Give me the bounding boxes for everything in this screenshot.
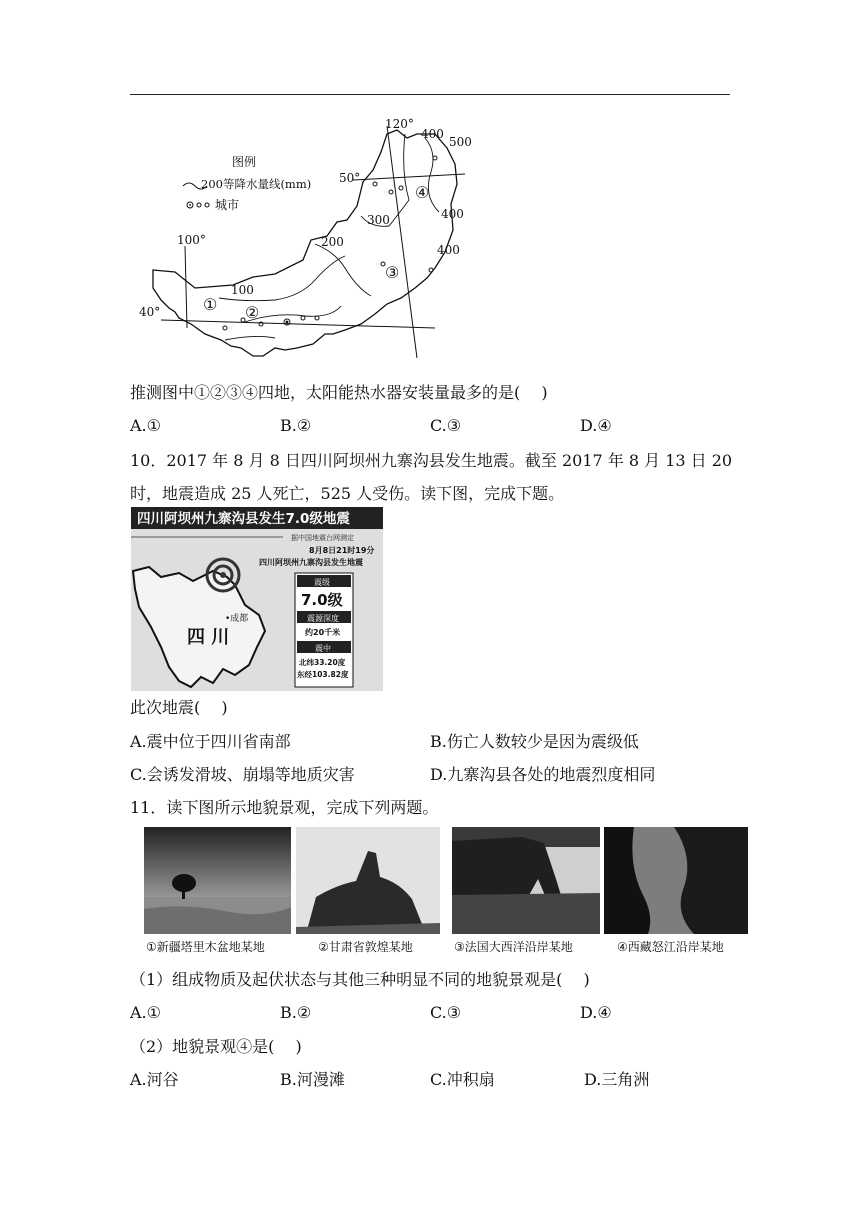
svg-text:•成都: •成都	[225, 614, 249, 624]
q11-part1-option-a[interactable]: A.①	[130, 1003, 161, 1022]
lat-50-line	[353, 174, 465, 180]
legend-title: 图例	[232, 155, 257, 169]
q10-option-b[interactable]: B.伤亡人数较少是因为震级低	[430, 732, 639, 751]
legend-isoline: 200等降水量线(mm)	[201, 177, 312, 191]
photo-caption-3: ③法国大西洋沿岸某地	[454, 940, 573, 954]
svg-text:7.0级: 7.0级	[301, 591, 343, 609]
q11-part2-option-c[interactable]: C.冲积扇	[430, 1070, 495, 1089]
lon-120-line	[387, 126, 417, 358]
svg-text:8月8日21时19分: 8月8日21时19分	[309, 546, 375, 555]
svg-text:据中国地震台网测定: 据中国地震台网测定	[291, 534, 354, 542]
svg-text:震中: 震中	[315, 644, 331, 653]
q10-stem-line2: 时，地震造成 25 人死亡，525 人受伤。读下图，完成下题。	[130, 484, 565, 503]
svg-text:300: 300	[367, 213, 390, 227]
q9-option-d[interactable]: D.④	[580, 416, 612, 435]
q10-stem-line1: 10．2017 年 8 月 8 日四川阿坝州九寨沟县发生地震。截至 2017 年 8 月 13 日 20	[130, 451, 733, 470]
svg-text:400: 400	[437, 243, 460, 257]
q11-part2-stem: （2）地貌景观④是( )	[130, 1037, 302, 1056]
landform-photo-4	[604, 827, 748, 934]
svg-text:震级: 震级	[314, 578, 330, 587]
q10-option-d[interactable]: D.九寨沟县各处的地震烈度相同	[430, 765, 656, 784]
q11-part1-option-d[interactable]: D.④	[580, 1003, 612, 1022]
q9-option-a[interactable]: A.①	[130, 416, 161, 435]
q11-part1-option-b[interactable]: B.②	[280, 1003, 312, 1022]
svg-text:400: 400	[441, 207, 464, 221]
svg-text:北纬33.20度: 北纬33.20度	[299, 658, 346, 667]
photo-caption-4: ④西藏怒江沿岸某地	[617, 940, 724, 954]
svg-text:四 川: 四 川	[187, 627, 230, 648]
q10-option-c[interactable]: C.会诱发滑坡、崩塌等地质灾害	[130, 765, 355, 784]
q11-part2-option-b[interactable]: B.河漫滩	[280, 1070, 345, 1089]
precipitation-map	[135, 112, 472, 362]
svg-text:④: ④	[415, 183, 430, 202]
svg-text:东经103.82度: 东经103.82度	[297, 670, 349, 679]
photo-caption-2: ②甘肃省敦煌某地	[318, 940, 413, 954]
svg-text:200: 200	[321, 235, 344, 249]
svg-text:100: 100	[231, 283, 254, 297]
lat-40-line	[161, 320, 435, 328]
q11-part2-option-d[interactable]: D.三角洲	[584, 1070, 650, 1089]
svg-text:震源深度: 震源深度	[307, 614, 339, 623]
svg-text:50°: 50°	[339, 171, 361, 185]
landform-photo-1	[144, 827, 291, 934]
header-rule	[130, 94, 730, 95]
svg-text:400: 400	[421, 127, 444, 141]
svg-text:100°: 100°	[177, 233, 206, 247]
landform-photo-2	[296, 827, 440, 934]
svg-text:120°: 120°	[385, 117, 414, 131]
q11-part1-option-c[interactable]: C.③	[430, 1003, 462, 1022]
q9-stem: 推测图中①②③④四地，太阳能热水器安装量最多的是( )	[130, 383, 548, 402]
svg-text:500: 500	[449, 135, 472, 149]
q11-stem: 11．读下图所示地貌景观，完成下列两题。	[130, 798, 439, 817]
q9-option-b[interactable]: B.②	[280, 416, 312, 435]
landform-photo-3	[452, 827, 600, 934]
quake-title: 四川阿坝州九寨沟县发生7.0级地震	[137, 511, 350, 527]
q10-option-a[interactable]: A.震中位于四川省南部	[130, 732, 291, 751]
earthquake-infographic	[131, 507, 383, 691]
photo-caption-1: ①新疆塔里木盆地某地	[146, 940, 265, 954]
q10-sub-stem: 此次地震( )	[130, 698, 228, 717]
q11-part1-stem: （1）组成物质及起伏状态与其他三种明显不同的地貌景观是( )	[130, 970, 590, 989]
svg-text:40°: 40°	[139, 305, 161, 319]
svg-text:约20千米: 约20千米	[305, 628, 341, 637]
legend-city: 城市	[215, 198, 240, 212]
svg-text:四川阿坝州九寨沟县发生地震: 四川阿坝州九寨沟县发生地震	[259, 558, 363, 567]
svg-text:②: ②	[245, 303, 260, 322]
svg-text:③: ③	[385, 263, 400, 282]
city-legend-icon	[197, 203, 201, 207]
q11-part2-option-a[interactable]: A.河谷	[130, 1070, 179, 1089]
q9-option-c[interactable]: C.③	[430, 416, 462, 435]
lon-100-line	[185, 246, 187, 328]
svg-text:①: ①	[203, 295, 218, 314]
